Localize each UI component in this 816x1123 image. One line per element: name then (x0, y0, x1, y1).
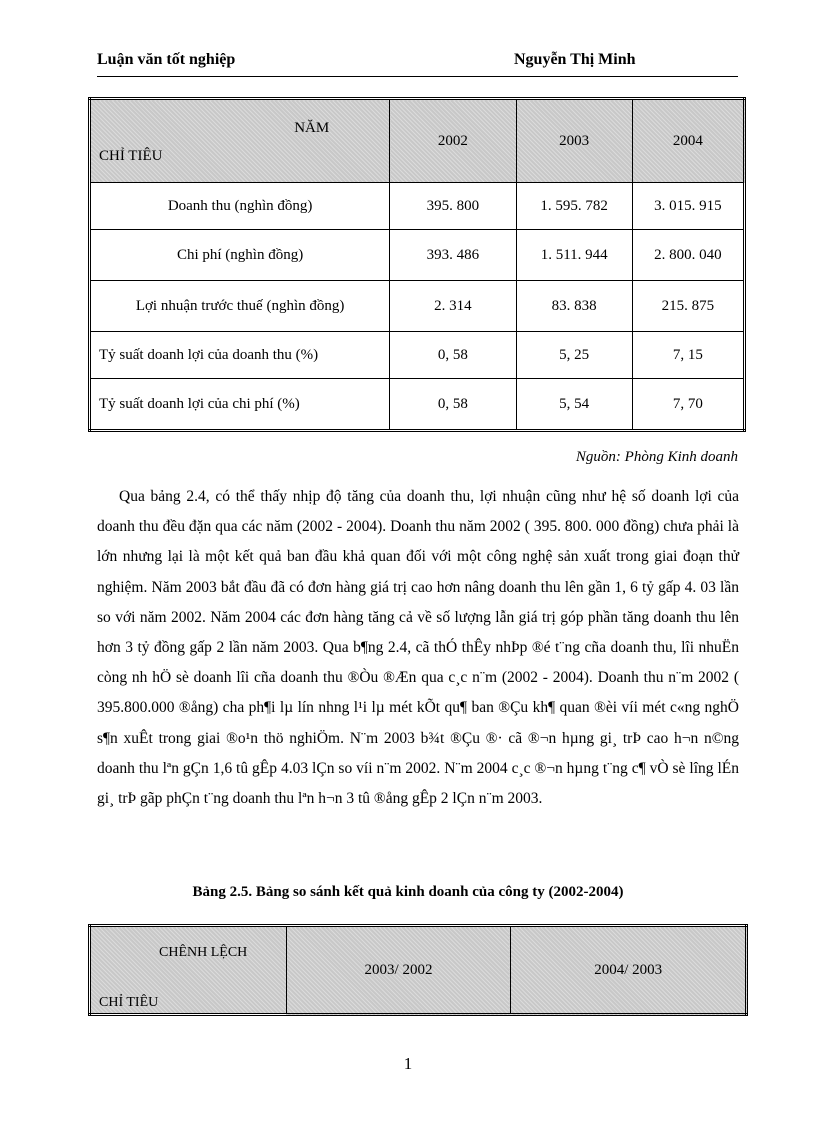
cell-value: 0, 58 (390, 332, 516, 379)
results-table-2-4 (88, 97, 746, 432)
cell-value: 1. 511. 944 (516, 230, 632, 281)
cell-value: 7, 70 (632, 379, 744, 431)
cell-value: 2. 314 (390, 281, 516, 332)
table-corner-cell (90, 99, 390, 183)
cell-value: 5, 25 (516, 332, 632, 379)
header-thesis-title: Luận văn tốt nghiệp (97, 51, 236, 68)
cell-value: 1. 595. 782 (516, 183, 632, 230)
cell-value: 2. 800. 040 (632, 230, 744, 281)
year-header: 2003 (516, 99, 632, 183)
corner-indicator-label: CHỈ TIÊU (99, 148, 163, 164)
table-caption: Bảng 2.5. Bảng so sánh kết quả kinh doanh của công ty (2002-2004) (192, 884, 624, 900)
corner-difference-label: CHÊNH LỆCH (159, 945, 248, 960)
table-header-row (90, 926, 747, 1015)
cell-value: 395. 800 (390, 183, 516, 230)
page-number: 1 (403, 1054, 413, 1073)
cell-value: 3. 015. 915 (632, 183, 744, 230)
table-corner-cell (90, 926, 287, 1015)
period-header: 2004/ 2003 (511, 926, 747, 1015)
year-header: 2004 (632, 99, 744, 183)
comparison-table-2-5 (88, 924, 748, 1016)
cell-value: 215. 875 (632, 281, 744, 332)
table-row (90, 230, 745, 281)
table-source-note: Nguồn: Phòng Kinh doanh (575, 449, 738, 465)
table-row (90, 183, 745, 230)
cell-value: 0, 58 (390, 379, 516, 431)
row-label: Chi phí (nghìn đồng) (90, 230, 390, 281)
table-row (90, 332, 745, 379)
table-row (90, 379, 745, 431)
year-header: 2002 (390, 99, 516, 183)
corner-indicator-label: CHỈ TIÊU (99, 995, 159, 1010)
cell-value: 7, 15 (632, 332, 744, 379)
body-paragraph (97, 482, 739, 814)
row-label: Tỷ suất doanh lợi của chi phí (%) (90, 379, 390, 431)
table-row (90, 281, 745, 332)
corner-year-label: NĂM (294, 120, 330, 136)
paragraph-text: Qua bảng 2.4, có thể thấy nhịp độ tăng của doanh thu, lợi nhuận cũng như hệ số doanh lợi của doanh thu đều đặn qua các năm (2002 - 2004). Doanh thu năm 2002 ( 395. 800. 000 đồng) chưa phải là lớn nhưng lại là một kết quả ban đầu khả quan đối với một công nghệ sản xuất trong giai đoạn thử nghiệm. Năm 2003 bắt đầu đã có đơn hàng giá trị cao hơn nâng doanh thu lên gần 1, 6 tỷ gấp 4. 03 lần so với năm 2002. Năm 2004 các đơn hàng tăng cả về số lượng lẫn giá trị góp phần tăng doanh thu lên hơn 3 tỷ đồng gấp 2 lần năm 2003. Qua b¶ng 2.4, cã thÓ thÊy nhÞp ®é t¨ng cña doanh thu, lîi nhuËn còng nh hÖ sè doanh lîi cña doanh thu ®Òu ®Æn qua c¸c n¨m (2002 - 2004). Doanh thu n¨m 2002 ( 395.800.000 ®ång) cha ph¶i lµ lín nhng l¹i lµ mét kÕt qu¶ ban ®Çu kh¶ quan ®èi víi mét c«ng nghÖ s¶n xuÊt trong giai ®o¹n thö nghiÖm. N¨m 2003 b¾t ®Çu ®· cã ®¬n hµng gi¸ trÞ cao h¬n n©ng doanh thu lªn gÇn 1,6 tû gÊp 4.03 lÇn so víi n¨m 2002. N¨m 2004 c¸c ®¬n hµng t¨ng c¶ vÒ sè lîng lÉn gi¸ trÞ gãp phÇn t¨ng doanh thu lªn h¬n 3 tû ®ång gÊp 2 lÇn n¨m 2003. (97, 488, 739, 808)
cell-value: 5, 54 (516, 379, 632, 431)
cell-value: 83. 838 (516, 281, 632, 332)
period-header: 2003/ 2002 (286, 926, 511, 1015)
table-header-row (90, 99, 745, 183)
page-header (97, 48, 738, 77)
row-label: Doanh thu (nghìn đồng) (90, 183, 390, 230)
header-author: Nguyễn Thị Minh (514, 51, 636, 68)
row-label: Tỷ suất doanh lợi của doanh thu (%) (90, 332, 390, 379)
cell-value: 393. 486 (390, 230, 516, 281)
row-label: Lợi nhuận trước thuế (nghìn đồng) (90, 281, 390, 332)
